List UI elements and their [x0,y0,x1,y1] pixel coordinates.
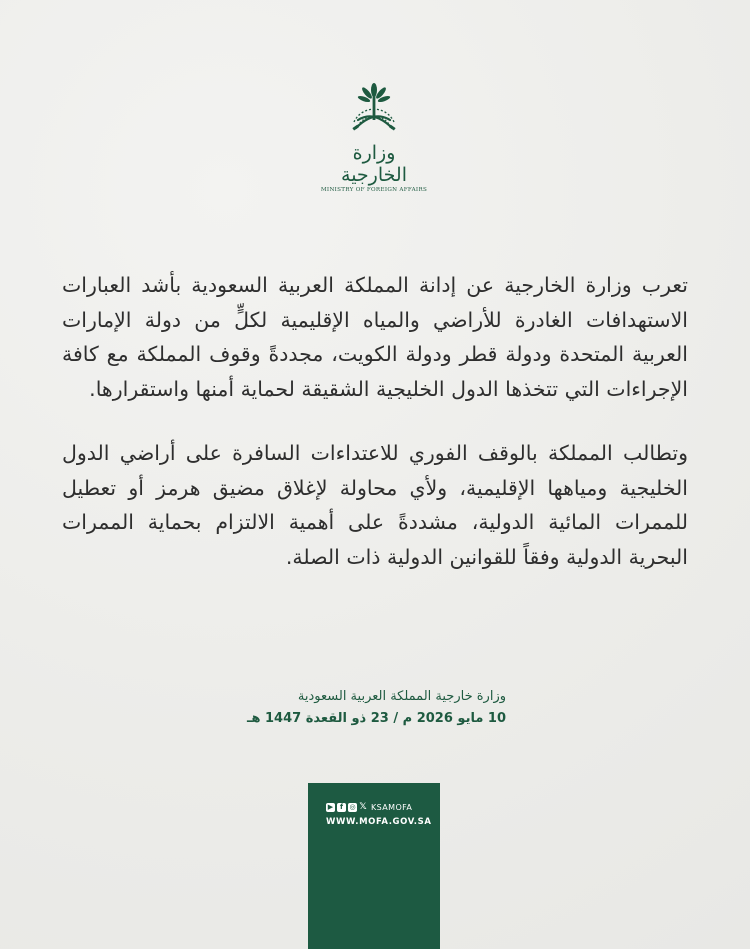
x-icon[interactable]: 𝕏 [359,802,367,812]
signature-block [240,686,506,730]
ministry-english-name: MINISTRY OF FOREIGN AFFAIRS [320,187,428,193]
statement-body [62,268,688,604]
ministry-logo [318,82,430,193]
ministry-arabic-name: وزارة الخارجية [341,142,407,186]
statement-paragraph-2: وتطالب المملكة بالوقف الفوري للاعتداءات السافرة على أراضي الدول الخليجية ومياهها الإقليمية، ولأي محاولة لإغلاق مضيق هرمز أو تعطيل للممرات المائية الدولية، مشددةً على أهمية الالتزام بحماية الممرات البحرية الدولية وفقاً للقوانين الدولية ذات الصلة. [62,441,688,569]
palm-and-crossed-swords-emblem-icon [344,82,404,144]
facebook-icon[interactable]: f [337,803,346,812]
signature-date: 10 مايو 2026 م / 23 ذو القعدة 1447 هـ [247,711,506,726]
website-link[interactable]: WWW.MOFA.GOV.SA [326,817,432,827]
youtube-icon[interactable]: ▶ [327,803,334,811]
signature-organization: وزارة خارجية المملكة العربية السعودية [297,689,506,704]
social-handle[interactable]: KSAMOFA [371,803,413,812]
footer-contact-box [308,783,440,949]
statement-paragraph-1: تعرب وزارة الخارجية عن إدانة المملكة العربية السعودية بأشد العبارات الاستهدافات الغادرة للأراضي والمياه الإقليمية لكلٍّ من دولة الإمارات العربية المتحدة ودولة قطر ودولة الكويت، مجددةً وقوف المملكة مع كافة الإجراءات التي تتخذها الدول الخليجية الشقيقة لحماية أمنها واستقرارها. [62,273,688,401]
social-icons-row [326,803,412,812]
instagram-icon[interactable]: ◎ [349,803,356,811]
